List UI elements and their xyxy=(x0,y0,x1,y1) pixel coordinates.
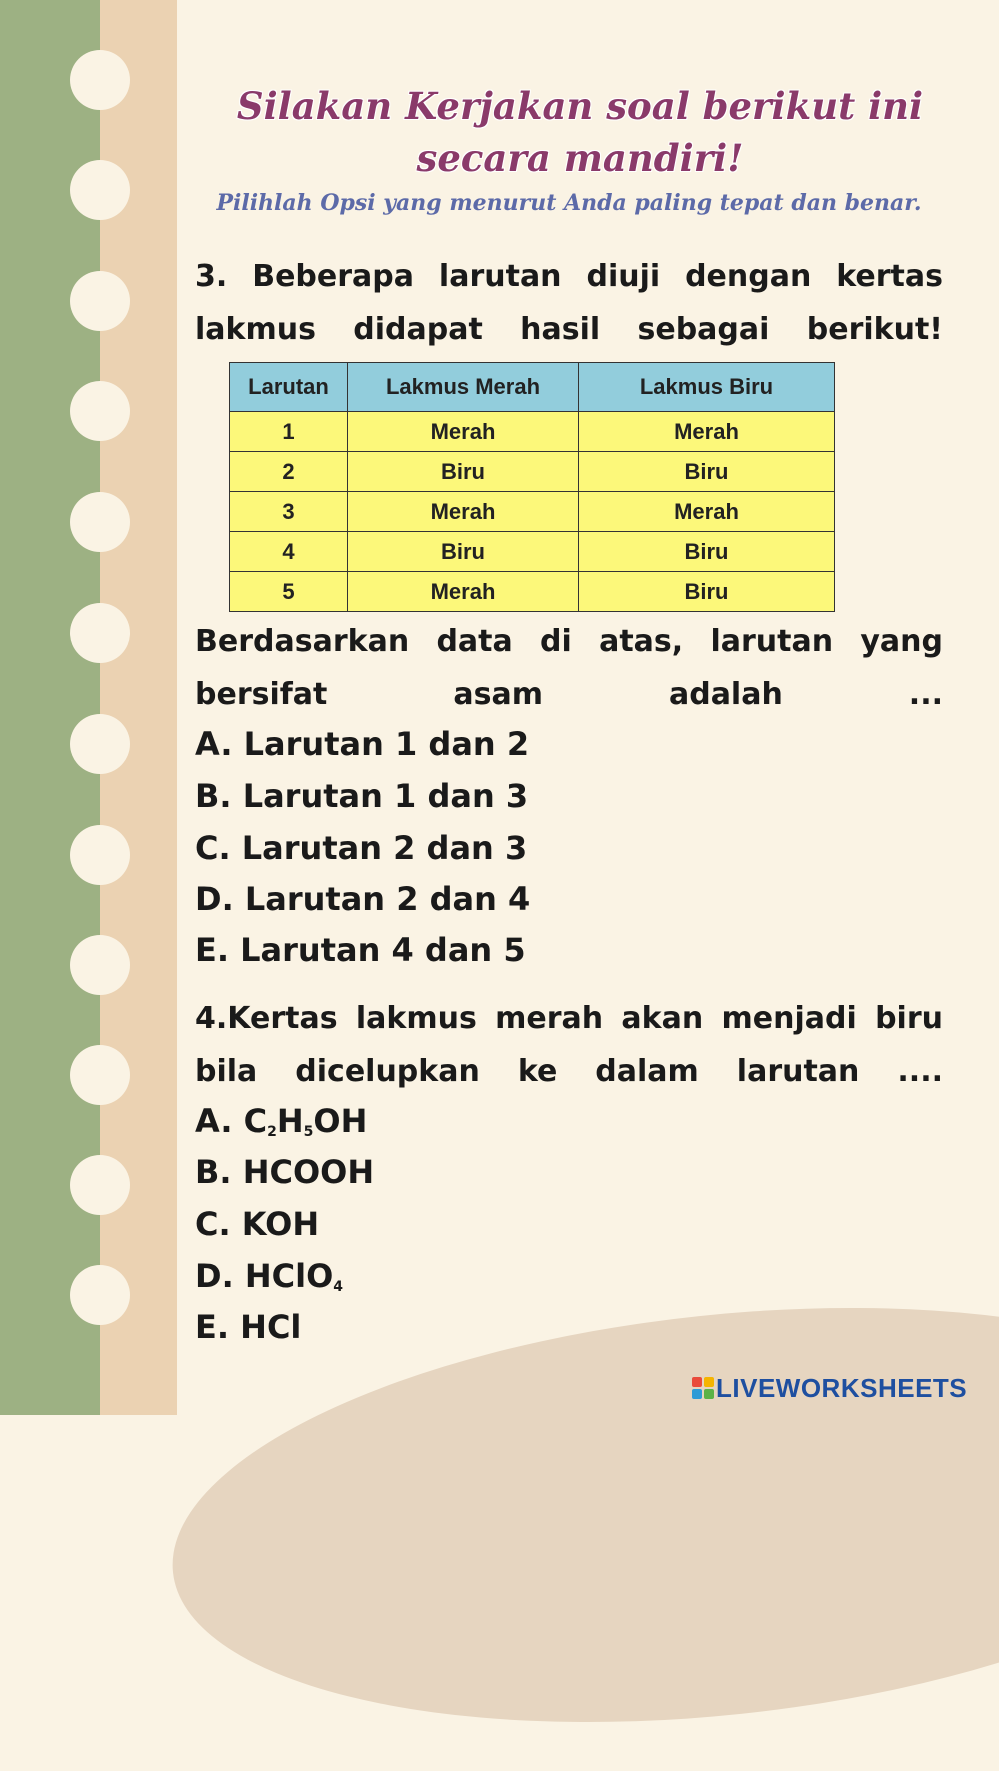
table-cell: Merah xyxy=(348,492,579,532)
table-header-row xyxy=(230,363,835,412)
question-3-option-c[interactable] xyxy=(195,828,527,868)
option-letter: E. xyxy=(195,931,230,969)
question-3-stem: 3. Beberapa larutan diuji dengan kertas lakmus didapat hasil sebagai berikut! xyxy=(195,259,943,347)
option-text: Larutan 4 dan 5 xyxy=(240,931,526,969)
option-letter: A. xyxy=(195,725,233,763)
liveworksheets-logo-icon xyxy=(692,1377,714,1399)
page-title-line1: Silakan Kerjakan soal berikut ini xyxy=(236,84,924,128)
formula-subscript: 2 xyxy=(267,1124,277,1140)
formula-part: OH xyxy=(313,1102,368,1140)
option-text: Larutan 1 dan 3 xyxy=(242,777,529,815)
binder-hole xyxy=(70,1265,130,1325)
table-cell: 1 xyxy=(230,412,348,452)
question-4-option-d[interactable] xyxy=(195,1256,343,1307)
table-row xyxy=(230,572,835,612)
option-text: Larutan 2 dan 3 xyxy=(241,829,528,867)
table-cell: 3 xyxy=(230,492,348,532)
formula-subscript: 5 xyxy=(303,1124,314,1140)
option-letter: E. xyxy=(195,1308,230,1346)
question-4-stem: 4.Kertas lakmus merah akan menjadi biru bila dicelupkan ke dalam larutan .... xyxy=(195,1001,943,1089)
page-title-line2: secara mandiri! xyxy=(416,136,744,180)
table-row xyxy=(230,532,835,572)
question-3-prompt: Berdasarkan data di atas, larutan yang bersifat asam adalah ... xyxy=(195,624,943,712)
option-text: HCl xyxy=(240,1308,302,1346)
option-text: Larutan 1 dan 2 xyxy=(243,725,530,763)
binder-hole xyxy=(70,1045,130,1105)
formula-part: H xyxy=(276,1102,304,1140)
logo-text: LIVEWORKSHEETS xyxy=(716,1373,968,1403)
question-4-option-b[interactable] xyxy=(195,1152,374,1192)
table-header-cell: Larutan xyxy=(230,363,348,412)
table-cell: 5 xyxy=(230,572,348,612)
table-cell: Merah xyxy=(579,412,835,452)
question-3-option-a[interactable] xyxy=(195,724,529,764)
question-4-option-a[interactable] xyxy=(195,1101,367,1152)
option-text xyxy=(244,1102,368,1140)
table-cell: Merah xyxy=(348,572,579,612)
question-3-option-b[interactable] xyxy=(195,776,528,816)
binder-hole xyxy=(70,160,130,220)
formula-part: HClO xyxy=(244,1257,334,1295)
option-letter: D. xyxy=(195,1257,234,1295)
formula-subscript: 4 xyxy=(333,1279,344,1295)
table-cell: Merah xyxy=(579,492,835,532)
question-4-option-e[interactable] xyxy=(195,1307,301,1347)
formula-part: C xyxy=(243,1102,268,1140)
table-row xyxy=(230,492,835,532)
table-cell: 4 xyxy=(230,532,348,572)
table-row xyxy=(230,412,835,452)
option-letter: D. xyxy=(195,880,234,918)
binder-hole xyxy=(70,492,130,552)
question-3-option-d[interactable] xyxy=(195,879,530,919)
option-letter: A. xyxy=(195,1102,233,1140)
table-cell: Biru xyxy=(579,452,835,492)
option-text xyxy=(245,1257,343,1295)
table-cell: Biru xyxy=(579,532,835,572)
table-header-cell: Lakmus Merah xyxy=(348,363,579,412)
page-subtitle: Pilihlah Opsi yang menurut Anda paling tepat dan benar. xyxy=(216,190,922,216)
liveworksheets-logo[interactable] xyxy=(692,1373,967,1404)
table-cell: Biru xyxy=(348,452,579,492)
binder-hole xyxy=(70,381,130,441)
option-text: HCOOH xyxy=(242,1153,375,1191)
table-cell: Biru xyxy=(579,572,835,612)
binder-hole xyxy=(70,271,130,331)
binder-hole xyxy=(70,714,130,774)
option-letter: C. xyxy=(195,829,231,867)
option-letter: B. xyxy=(195,777,232,815)
question-4-option-c[interactable] xyxy=(195,1204,319,1244)
binder-hole xyxy=(70,1155,130,1215)
option-text: KOH xyxy=(241,1205,320,1243)
option-text: Larutan 2 dan 4 xyxy=(244,880,531,918)
binder-hole xyxy=(70,825,130,885)
table-cell: 2 xyxy=(230,452,348,492)
binder-hole xyxy=(70,603,130,663)
table-row xyxy=(230,452,835,492)
binder-hole xyxy=(70,50,130,110)
binder-hole xyxy=(70,935,130,995)
option-letter: C. xyxy=(195,1205,231,1243)
option-letter: B. xyxy=(195,1153,232,1191)
litmus-table xyxy=(229,362,835,612)
table-header-cell: Lakmus Biru xyxy=(579,363,835,412)
table-cell: Merah xyxy=(348,412,579,452)
question-3-option-e[interactable] xyxy=(195,930,526,970)
table-cell: Biru xyxy=(348,532,579,572)
